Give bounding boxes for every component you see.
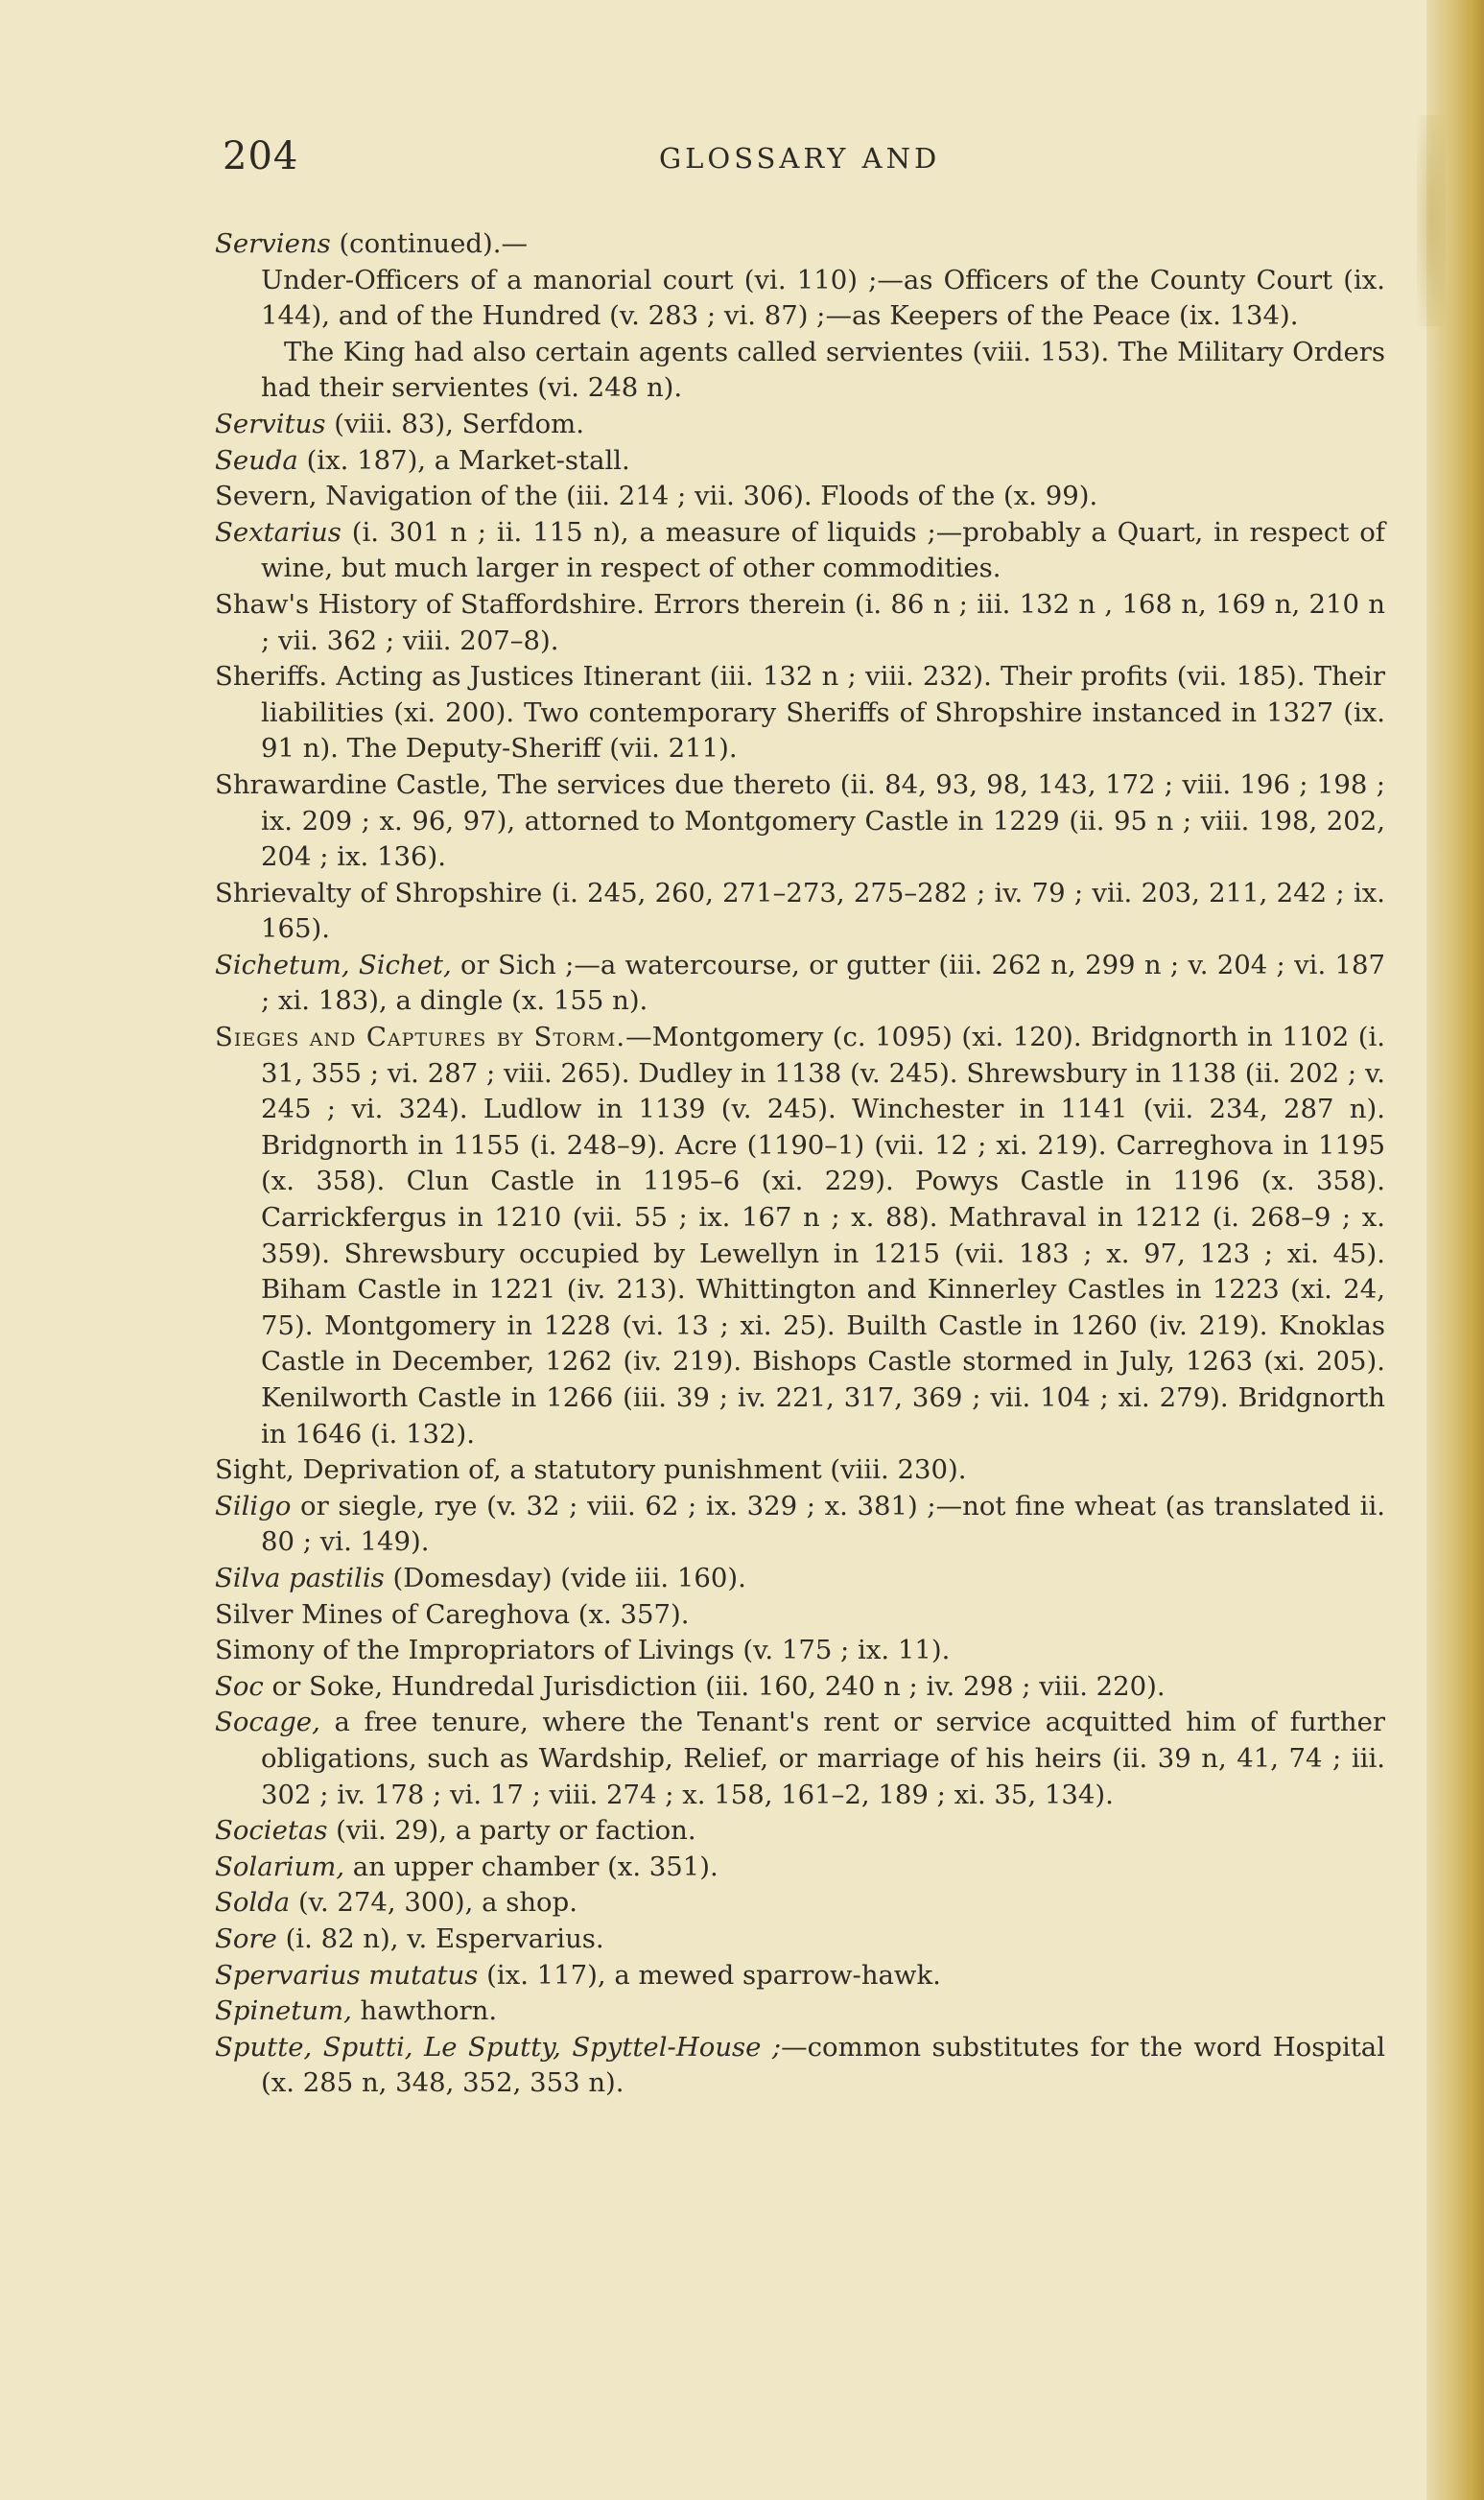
entry-text: hawthorn. xyxy=(351,1995,498,2027)
entry-text: —Montgomery (c. 1095) (xi. 120). Bridgnorth in 1102 (i. 31, 355 ; vi. 287 ; viii. 265). Dudley in 1138 (v. 245). Shrewsbury in 1138 (ii. 202 ; v. 245 ; vi. 324). Ludlow in 1139 (v. 245). Winchester in 1141 (vii. 234, 287 n). Bridgnorth in 1155 (i. 248–9). Acre (1190–1) (vii. 12 ; xi. 219). Carreghova in 1195 (x. 358). Clun Castle in 1195–6 (xi. 229). Powys Castle in 1196 (x. 358). Carrickfergus in 1210 (vii. 55 ; ix. 167 n ; x. 88). Mathraval in 1212 (i. 268–9 ; x. 359). Shrewsbury occupied by Lewellyn in 1215 (vii. 183 ; x. 97, 123 ; xi. 45). Biham Castle in 1221 (iv. 213). Whittington and Kinnerley Castles in 1223 (xi. 24, 75). Montgomery in 1228 (vi. 13 ; xi. 25). Builth Castle in 1260 (iv. 219). Knoklas Castle in December, 1262 (iv. 219). Bishops Castle stormed in July, 1263 (xi. 205). Kenilworth Castle in 1266 (iii. 39 ; iv. 221, 317, 369 ; vii. 104 ; xi. 279). Bridgnorth in 1646 (i. 132). xyxy=(261,1022,1385,1450)
entry-spervarius xyxy=(215,1958,1385,1994)
entry-serviens xyxy=(215,226,1385,407)
entry-text: (Domesday) (vide iii. 160). xyxy=(384,1562,746,1593)
entry-head: Serviens xyxy=(215,228,331,259)
entry-text: (ix. 117), a mewed sparrow-hawk. xyxy=(478,1959,941,1991)
entry-head: Societas xyxy=(215,1815,328,1847)
entry-text: Sheriffs. Acting as Justices Itinerant (iii. 132 n ; viii. 232). Their profits (vii. 185). Their liabilities (xi. 200). Two contemporary Sheriffs of Shropshire instanced in 1327 (ix. 91 n). The Deputy-Sheriff (vii. 211). xyxy=(215,661,1385,765)
entry-head: Sextarius xyxy=(215,516,342,548)
running-title: GLOSSARY AND xyxy=(659,142,941,175)
entry-sore xyxy=(215,1922,1385,1958)
entry-solarium xyxy=(215,1850,1385,1886)
entry-text: or Sich ;—a watercourse, or gutter (iii. 262 n, 299 n ; v. 204 ; vi. 187 ; xi. 183), a dingle (x. 155 n). xyxy=(261,949,1385,1017)
entry-socage xyxy=(215,1705,1385,1813)
entry-text: Severn, Navigation of the (iii. 214 ; vii. 306). Floods of the (x. 99). xyxy=(215,481,1098,512)
entry-siligo xyxy=(215,1489,1385,1561)
entry-head: Sichetum, Sichet, xyxy=(215,949,452,980)
entry-text: (v. 274, 300), a shop. xyxy=(290,1887,577,1919)
entry-seuda xyxy=(215,443,1385,480)
page-edge-shadow xyxy=(1426,0,1484,2500)
entry-line: The King had also certain agents called servientes (viii. 153). The Military Orders had their servientes (vi. 248 n). xyxy=(261,336,1385,404)
entry-text: (i. 82 n), v. Espervarius. xyxy=(276,1922,604,1954)
entry-head: Silva pastilis xyxy=(215,1562,385,1593)
entry-solda xyxy=(215,1885,1385,1922)
entry-spinetum xyxy=(215,1993,1385,2030)
entry-head: Solda xyxy=(215,1887,291,1919)
entry-text: (i. 301 n ; ii. 115 n), a measure of liquids ;—probably a Quart, in respect of wine, but much larger in respect of other commodities. xyxy=(261,516,1385,584)
glossary-entries xyxy=(215,226,1385,2102)
entry-sheriffs xyxy=(215,659,1385,767)
entry-shrievalty xyxy=(215,876,1385,948)
entry-text: Silver Mines of Careghova (x. 357). xyxy=(215,1598,690,1630)
entry-head: Spinetum, xyxy=(215,1995,352,2027)
entry-text: Shaw's History of Staffordshire. Errors therein (i. 86 n ; iii. 132 n , 168 n, 169 n, 210 n ; vii. 362 ; viii. 207–8). xyxy=(215,588,1385,656)
entry-text: (viii. 83), Serfdom. xyxy=(325,408,584,439)
entry-text: (ix. 187), a Market-stall. xyxy=(297,444,630,476)
entry-servitus xyxy=(215,407,1385,443)
entry-silver-mines xyxy=(215,1597,1385,1634)
entry-shaw xyxy=(215,587,1385,659)
entry-text: or Soke, Hundredal Jurisdiction (iii. 160, 240 n ; iv. 298 ; viii. 220). xyxy=(263,1670,1166,1702)
entry-sight xyxy=(215,1452,1385,1489)
entry-shrawardine xyxy=(215,767,1385,876)
paper-stain xyxy=(1417,115,1446,326)
entry-text: Shrawardine Castle, The services due thereto (ii. 84, 93, 98, 143, 172 ; viii. 196 ; 198 ; ix. 209 ; x. 96, 97), attorned to Montgomery Castle in 1229 (ii. 95 n ; viii. 198, 202, 204 ; ix. 136). xyxy=(215,768,1385,873)
entry-head: Servitus xyxy=(215,408,326,439)
entry-text: Simony of the Impropriators of Livings (v. 175 ; ix. 11). xyxy=(215,1635,951,1666)
entry-sieges xyxy=(215,1020,1385,1452)
entry-text: an upper chamber (x. 351). xyxy=(344,1851,718,1882)
entry-head: Socage, xyxy=(215,1707,320,1738)
entry-severn xyxy=(215,479,1385,515)
page-number: 204 xyxy=(223,134,299,178)
entry-line: Under-Officers of a manorial court (vi. 110) ;—as Officers of the County Court (ix. 144), and of the Hundred (v. 283 ; vi. 87) ;—as Keepers of the Peace (ix. 134). xyxy=(261,264,1385,332)
entry-societas xyxy=(215,1813,1385,1850)
entry-soc xyxy=(215,1669,1385,1706)
entry-head: Sputte, Sputti, Le Sputty, Spyttel-House ; xyxy=(215,2031,782,2063)
entry-head: Siligo xyxy=(215,1490,292,1521)
entry-head: Seuda xyxy=(215,444,298,476)
entry-head: Soc xyxy=(215,1670,264,1702)
entry-head: Solarium, xyxy=(215,1851,345,1882)
entry-sputte xyxy=(215,2030,1385,2102)
entry-text: a free tenure, where the Tenant's rent or service acquitted him of further obligations, such as Wardship, Relief, or marriage of his heirs (ii. 39 n, 41, 74 ; iii. 302 ; iv. 178 ; vi. 17 ; viii. 274 ; x. 158, 161–2, 189 ; xi. 35, 134). xyxy=(261,1707,1385,1810)
entry-head: Sieges and Captures by Storm. xyxy=(215,1022,626,1053)
entry-text: (vii. 29), a party or faction. xyxy=(327,1815,696,1847)
entry-text: Shrievalty of Shropshire (i. 245, 260, 271–273, 275–282 ; iv. 79 ; vii. 203, 211, 242 ; ix. 165). xyxy=(215,877,1385,945)
entry-text: (continued).— xyxy=(330,228,528,259)
entry-text: —common substitutes for the word Hospital (x. 285 n, 348, 352, 353 n). xyxy=(261,2031,1385,2099)
entry-text: or siegle, rye (v. 32 ; viii. 62 ; ix. 329 ; x. 381) ;—not fine wheat (as translated ii. 80 ; vi. 149). xyxy=(261,1490,1385,1558)
entry-simony xyxy=(215,1633,1385,1669)
entry-sextarius xyxy=(215,515,1385,587)
entry-head: Sore xyxy=(215,1922,277,1954)
page-header xyxy=(223,134,1402,192)
entry-text: Sight, Deprivation of, a statutory punishment (viii. 230). xyxy=(215,1454,967,1486)
entry-silva xyxy=(215,1561,1385,1597)
entry-sichetum xyxy=(215,948,1385,1020)
entry-head: Spervarius mutatus xyxy=(215,1959,479,1991)
